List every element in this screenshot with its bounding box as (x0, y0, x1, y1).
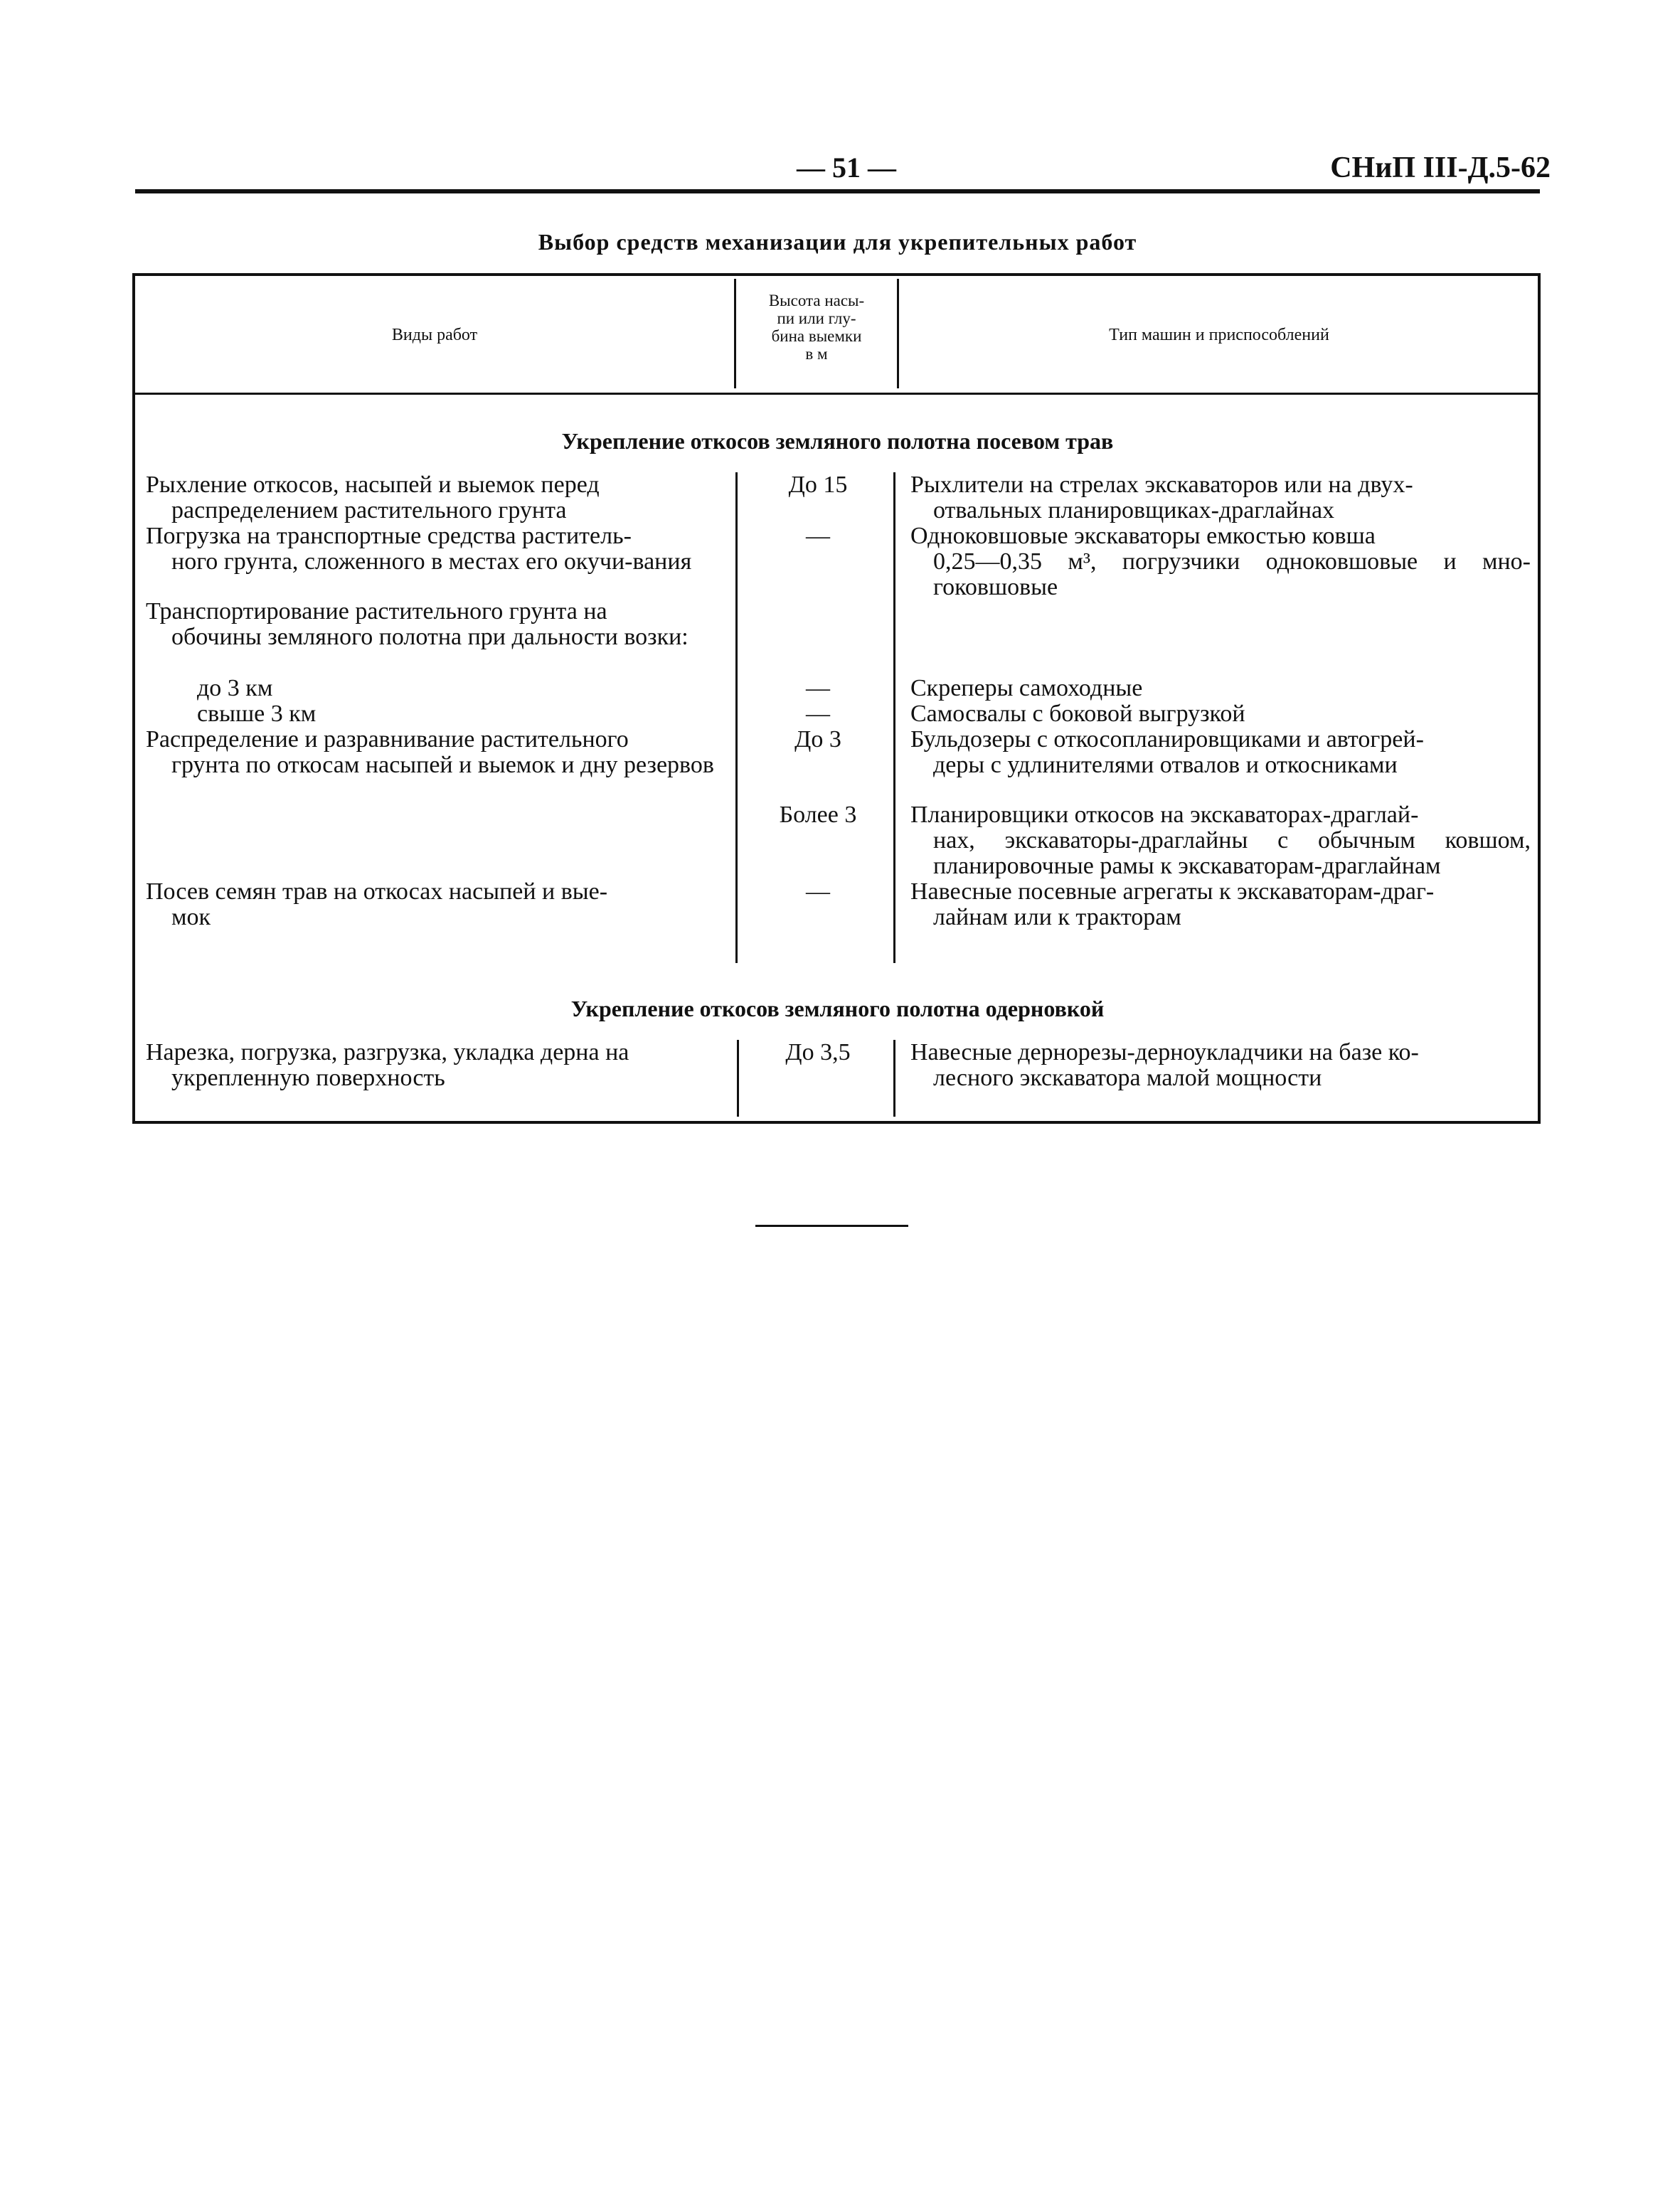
work-type-cell (146, 879, 725, 930)
machine-line: Навесные посевные агрегаты к экскаваторам-драг- (910, 878, 1435, 905)
work-type-line: Распределение и разравнивание растительного (146, 726, 629, 753)
machine-line: Рыхлители на стрелах экскаваторов или на двух- (910, 472, 1413, 498)
header-rule (135, 189, 1540, 193)
work-type-cell (146, 1040, 725, 1091)
work-type-line: Транспортирование растительного грунта на (146, 598, 607, 624)
machine-line: Скреперы самоходные (910, 675, 1143, 701)
section2-col-separator-1 (737, 1040, 739, 1117)
height-cell: — (806, 878, 830, 905)
work-type-cell (146, 701, 725, 727)
work-type-line: Нарезка, погрузка, разгрузка, укладка дерна на (146, 1039, 629, 1065)
work-type-cell (146, 523, 725, 575)
work-type-line: Погрузка на транспортные средства раститель- (146, 523, 632, 549)
height-cell: До 3,5 (785, 1039, 851, 1065)
section-title: Укрепление откосов земляного полотна одерновкой (570, 996, 1105, 1021)
header-machines: Тип машин и приспособлений (1109, 326, 1329, 344)
header-height-line-3: бина выемки (771, 327, 862, 345)
machine-continuation: деры с удлинителями отвалов и откосниками (933, 752, 1398, 778)
machine-cell (910, 676, 1531, 701)
work-type-continuation: укрепленную поверхность (171, 1065, 445, 1091)
table-title: Выбор средств механизации для укрепительных работ (538, 229, 1137, 255)
work-type-continuation: распределением растительного грунта (171, 497, 567, 523)
table-bottom-border (132, 1121, 1541, 1124)
section-title: Укрепление откосов земляного полотна посевом трав (561, 428, 1114, 454)
header-height-line-1: Высота насы- (768, 292, 865, 309)
machine-line: Планировщики откосов на экскаваторах-драглай- (910, 802, 1419, 828)
work-type-line: до 3 км (197, 675, 273, 701)
height-cell: — (806, 701, 830, 727)
header-height-line-2: пи или глу- (777, 309, 856, 327)
work-type-continuation: ного грунта, сложенного в местах его окучи-вания (171, 548, 692, 575)
machine-cell (910, 879, 1531, 930)
work-type-cell (146, 727, 725, 778)
machine-line: Бульдозеры с откосопланировщиками и автогрей- (910, 726, 1424, 753)
height-cell: До 3 (794, 726, 841, 753)
document-code: СНиП III-Д.5-62 (1330, 151, 1551, 184)
machine-continuation: лайнам или к тракторам (933, 904, 1181, 930)
machine-cell (910, 523, 1531, 600)
machine-line: Одноковшовые экскаваторы емкостью ковша (910, 523, 1376, 549)
height-cell: Более 3 (779, 802, 857, 828)
header-height (737, 292, 896, 363)
header-col-separator-2 (897, 279, 899, 388)
machine-cell (910, 802, 1531, 879)
table-top-border (132, 273, 1541, 276)
page-number: — 51 — (797, 151, 896, 184)
work-type-line: свыше 3 км (197, 701, 317, 727)
work-type-line: Рыхление откосов, насыпей и выемок перед (146, 472, 600, 498)
end-of-page-rule (755, 1225, 908, 1227)
machine-line: Навесные дернорезы-дерноукладчики на базе ко- (910, 1039, 1419, 1065)
machine-continuation: отвальных планировщиках-драглайнах (933, 497, 1335, 523)
machine-continuation: нах, экскаваторы-драглайны с обычным ковшом, планировочные рамы к экскаваторам-драглайнам (933, 827, 1531, 879)
height-cell: До 15 (788, 472, 848, 498)
machine-cell (910, 727, 1531, 778)
header-col-separator-1 (734, 279, 736, 388)
work-type-continuation: обочины земляного полотна при дальности возки: (171, 624, 689, 650)
height-cell: — (806, 675, 830, 701)
height-cell: — (806, 523, 830, 549)
header-bottom-border (132, 393, 1541, 395)
work-type-cell (146, 472, 725, 523)
machine-cell (910, 472, 1531, 523)
machine-continuation: 0,25—0,35 м³, погрузчики одноковшовые и мно-гоковшовые (933, 548, 1531, 600)
work-type-cell (146, 676, 725, 701)
machine-cell (910, 701, 1531, 727)
header-work-type: Виды работ (391, 326, 478, 344)
work-type-line: Посев семян трав на откосах насыпей и вые- (146, 878, 608, 905)
machine-cell (910, 1040, 1531, 1091)
work-type-cell (146, 599, 725, 650)
work-type-continuation: грунта по откосам насыпей и выемок и дну резервов (171, 752, 714, 778)
section1-col-separator-1 (735, 472, 738, 963)
work-type-continuation: мок (171, 904, 211, 930)
machine-line: Самосвалы с боковой выгрузкой (910, 701, 1245, 727)
header-height-line-4: в м (805, 345, 828, 363)
machine-continuation: лесного экскаватора малой мощности (933, 1065, 1322, 1091)
